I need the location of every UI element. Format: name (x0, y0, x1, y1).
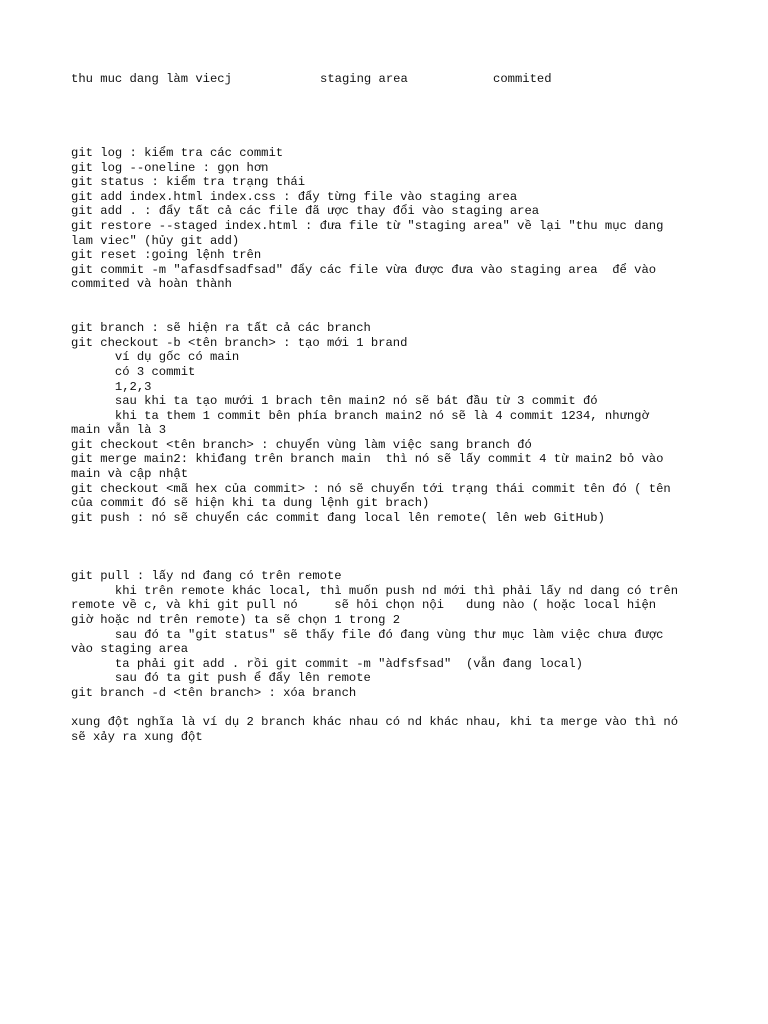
header-row (71, 72, 552, 88)
text-line: git status : kiểm tra trạng thái (71, 175, 306, 190)
text-line: khi ta them 1 commit bên phía branch main2 nó sẽ là 4 commit 1234, nhưngờ (71, 408, 649, 423)
text-line: git pull : lấy nd đang có trên remote (71, 569, 342, 584)
text-line: sẽ xảy ra xung đột (71, 729, 203, 744)
blank-line (71, 307, 711, 322)
blank-line (71, 555, 711, 570)
text-line: git checkout -b <tên branch> : tạo mới 1 brand (71, 335, 408, 350)
text-line: git log : kiểm tra các commit (71, 146, 284, 160)
text-line: sau đó ta git push ể đẩy lên remote (71, 671, 371, 686)
text-line: ta phải git add . rồi git commit -m "àdfsfsad" (vẫn đang local) (71, 656, 583, 671)
text-line: git log --oneline : gọn hơn (71, 160, 269, 175)
document-body (71, 146, 711, 744)
text-line: git branch -d <tên branch> : xóa branch (71, 685, 357, 700)
text-line: giờ hoặc nd trên remote) ta sẽ chọn 1 trong 2 (71, 613, 401, 627)
text-line: main và cập nhật (71, 467, 189, 482)
text-line: của commit đó sẽ hiện khi ta dung lệnh git brach) (71, 496, 430, 511)
text-line: commited và hoàn thành (71, 277, 232, 292)
text-line: sau khi ta tạo mưới 1 brach tên main2 nó sẽ bát đầu từ 3 commit đó (71, 394, 598, 409)
text-line: vào staging area (71, 642, 189, 657)
text-line: khi trên remote khác local, thì muốn push nd mới thì phải lấy nd dang có trên (71, 583, 679, 598)
text-line: git add index.html index.css : đẩy từng file vào staging area (71, 189, 518, 204)
text-line: git add . : đẩy tất cả các file đã ược thay đổi vào staging area (71, 204, 540, 219)
header-committed: commited (493, 72, 552, 86)
text-line: git reset :going lệnh trên (71, 248, 262, 263)
text-line: có 3 commit (71, 364, 196, 379)
text-line: 1,2,3 (71, 379, 152, 394)
text-line: git checkout <tên branch> : chuyển vùng làm việc sang branch đó (71, 437, 532, 452)
header-staging-area: staging area (320, 72, 408, 86)
blank-line (71, 525, 711, 540)
text-line: lam viec" (hủy git add) (71, 233, 240, 248)
text-line: git push : nó sẽ chuyển các commit đang local lên remote( lên web GitHub) (71, 510, 605, 525)
blank-line (71, 292, 711, 307)
blank-line (71, 540, 711, 555)
blank-line (71, 701, 711, 716)
text-line: git checkout <mã hex của commit> : nó sẽ chuyển tới trạng thái commit tên đó ( tên (71, 481, 671, 496)
text-line: ví dụ gốc có main (71, 350, 240, 365)
text-line: xung đột nghĩa là ví dụ 2 branch khác nhau có nd khác nhau, khi ta merge vào thì nó (71, 715, 679, 730)
text-line: git commit -m "afasdfsadfsad" đẩy các file vừa được đưa vào staging area để vào (71, 262, 657, 277)
text-line: sau đó ta "git status" sẽ thấy file đó đang vùng thư mục làm việc chưa được (71, 627, 664, 642)
text-line: remote về c, và khi git pull nó sẽ hỏi chọn nội dung nào ( hoặc local hiện (71, 598, 657, 613)
text-line: main vẫn là 3 (71, 423, 167, 438)
text-line: git merge main2: khiđang trên branch main thì nó sẽ lấy commit 4 từ main2 bỏ vào (71, 452, 664, 467)
text-line: git restore --staged index.html : đưa file từ "staging area" về lại "thu mục dang (71, 218, 664, 233)
text-line: git branch : sẽ hiện ra tất cả các branch (71, 321, 371, 336)
header-working-directory: thu muc dang làm viecj (71, 72, 232, 86)
